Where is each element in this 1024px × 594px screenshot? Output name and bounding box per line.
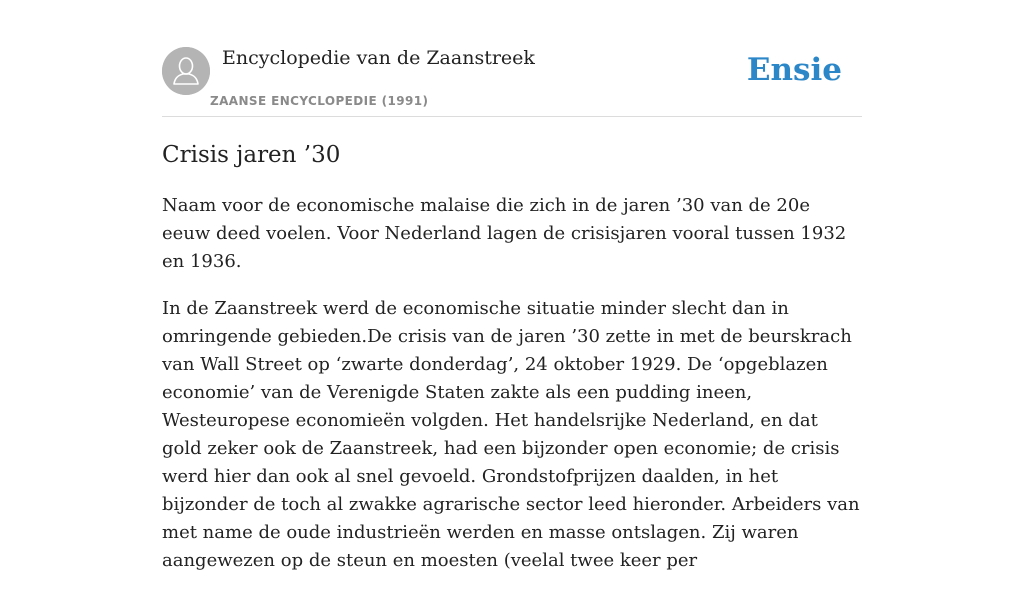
ensie-logo[interactable]: Ensie [746, 52, 842, 88]
avatar[interactable] [162, 47, 210, 95]
article-paragraph: In de Zaanstreek werd de economische situatie minder slecht dan in omringende gebieden.De crisis van de jaren ’30 zette in met de beurskrach van Wall Street op ‘zwarte donderdag’, 24 oktober 1929. De ‘opgeblazen economie’ van de Verenigde Staten zakte als een pudding ineen, Westeuropese economieën volgden. Het handelsrijke Nederland, en dat gold zeker ook de Zaanstreek, had een bijzonder open economie; de crisis werd hier dan ook al snel gevoeld. Grondstofprijzen daalden, in het bijzonder de toch al zwakke agrarische sector leed hieronder. Arbeiders van met name de oude industrieën werden en masse ontslagen. Zij waren aangewezen op de steun en moesten (veelal twee keer per [162, 298, 860, 571]
article-paragraph: Naam voor de economische malaise die zich in de jaren ’30 van de 20e eeuw deed voelen. Voor Nederland lagen de crisisjaren vooral tussen 1932 en 1936. [162, 195, 847, 272]
source-subtitle: ZAANSE ENCYCLOPEDIE (1991) [210, 94, 429, 108]
article-body [162, 192, 862, 594]
source-header [162, 0, 862, 117]
article-column [162, 0, 862, 571]
article-title: Crisis jaren ’30 [162, 142, 341, 168]
source-title[interactable]: Encyclopedie van de Zaanstreek [222, 47, 535, 69]
user-icon [162, 47, 210, 95]
